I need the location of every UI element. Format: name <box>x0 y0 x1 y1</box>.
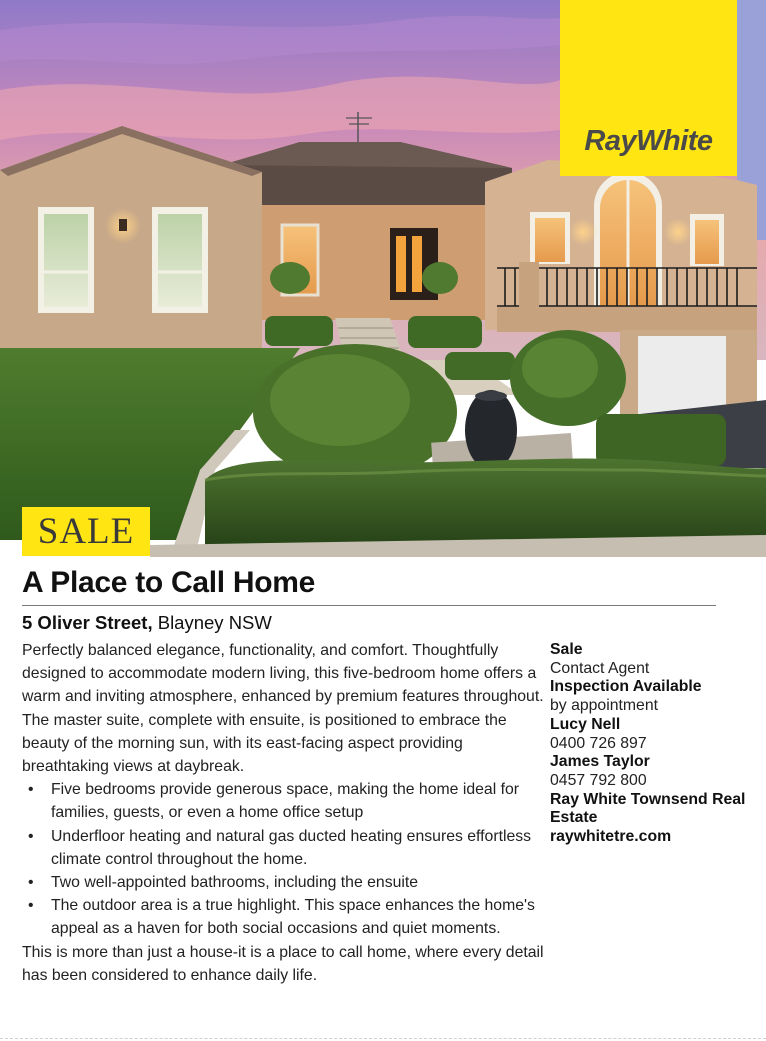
feature-list <box>22 778 547 940</box>
sale-method-value: Contact Agent <box>550 659 650 677</box>
sale-method-label: Sale <box>550 641 583 658</box>
listing-details <box>550 641 750 847</box>
page-bottom-border <box>0 1038 766 1039</box>
intro-paragraph: Perfectly balanced elegance, functionality, and comfort. Thoughtfully designed to accommodate modern living, this five-bedroom home offers a warm and inviting atmosphere, enhanced by premium features throughout. The master suite, complete with ensuite, is positioned to embrace the beauty of the morning sun, with its east-facing aspect providing breathtaking views at daybreak. <box>22 642 544 776</box>
inspection-label: Inspection Available <box>550 678 702 696</box>
feature-item: • Underfloor heating and natural gas ducted heating ensures effortless climate control throughout the home. <box>22 825 547 871</box>
agent-phone[interactable]: 0457 792 800 <box>550 771 647 789</box>
brand-name: RayWhite <box>584 125 713 157</box>
feature-item: • Two well-appointed bathrooms, including the ensuite <box>22 871 547 894</box>
feature-item: • Five bedrooms provide generous space, making the home ideal for families, guests, or even a home office setup <box>22 778 547 824</box>
listing-address <box>22 612 272 634</box>
title-divider <box>22 605 716 606</box>
agent-phone[interactable]: 0400 726 897 <box>550 734 647 752</box>
inspection-value: by appointment <box>550 697 659 715</box>
agent-name: Lucy Nell <box>550 715 621 733</box>
agent-name: James Taylor <box>550 753 650 771</box>
street-address: 5 Oliver Street, <box>22 612 153 633</box>
ray-white-logo <box>560 0 737 176</box>
suburb: Blayney NSW <box>157 612 272 633</box>
office-name: Ray White Townsend Real Estate <box>550 790 746 827</box>
feature-item: • The outdoor area is a true highlight. This space enhances the home's appeal as a haven for both social occasions and quiet moments. <box>22 894 547 940</box>
sale-badge-label: SALE <box>37 511 135 552</box>
listing-description <box>22 639 547 987</box>
sale-badge <box>22 507 150 556</box>
website-link[interactable]: raywhitetre.com <box>550 828 672 846</box>
closing-paragraph: This is more than just a house-it is a place to call home, where every detail has been considered to enhance daily life. <box>22 943 544 984</box>
listing-title: A Place to Call Home <box>22 566 315 599</box>
